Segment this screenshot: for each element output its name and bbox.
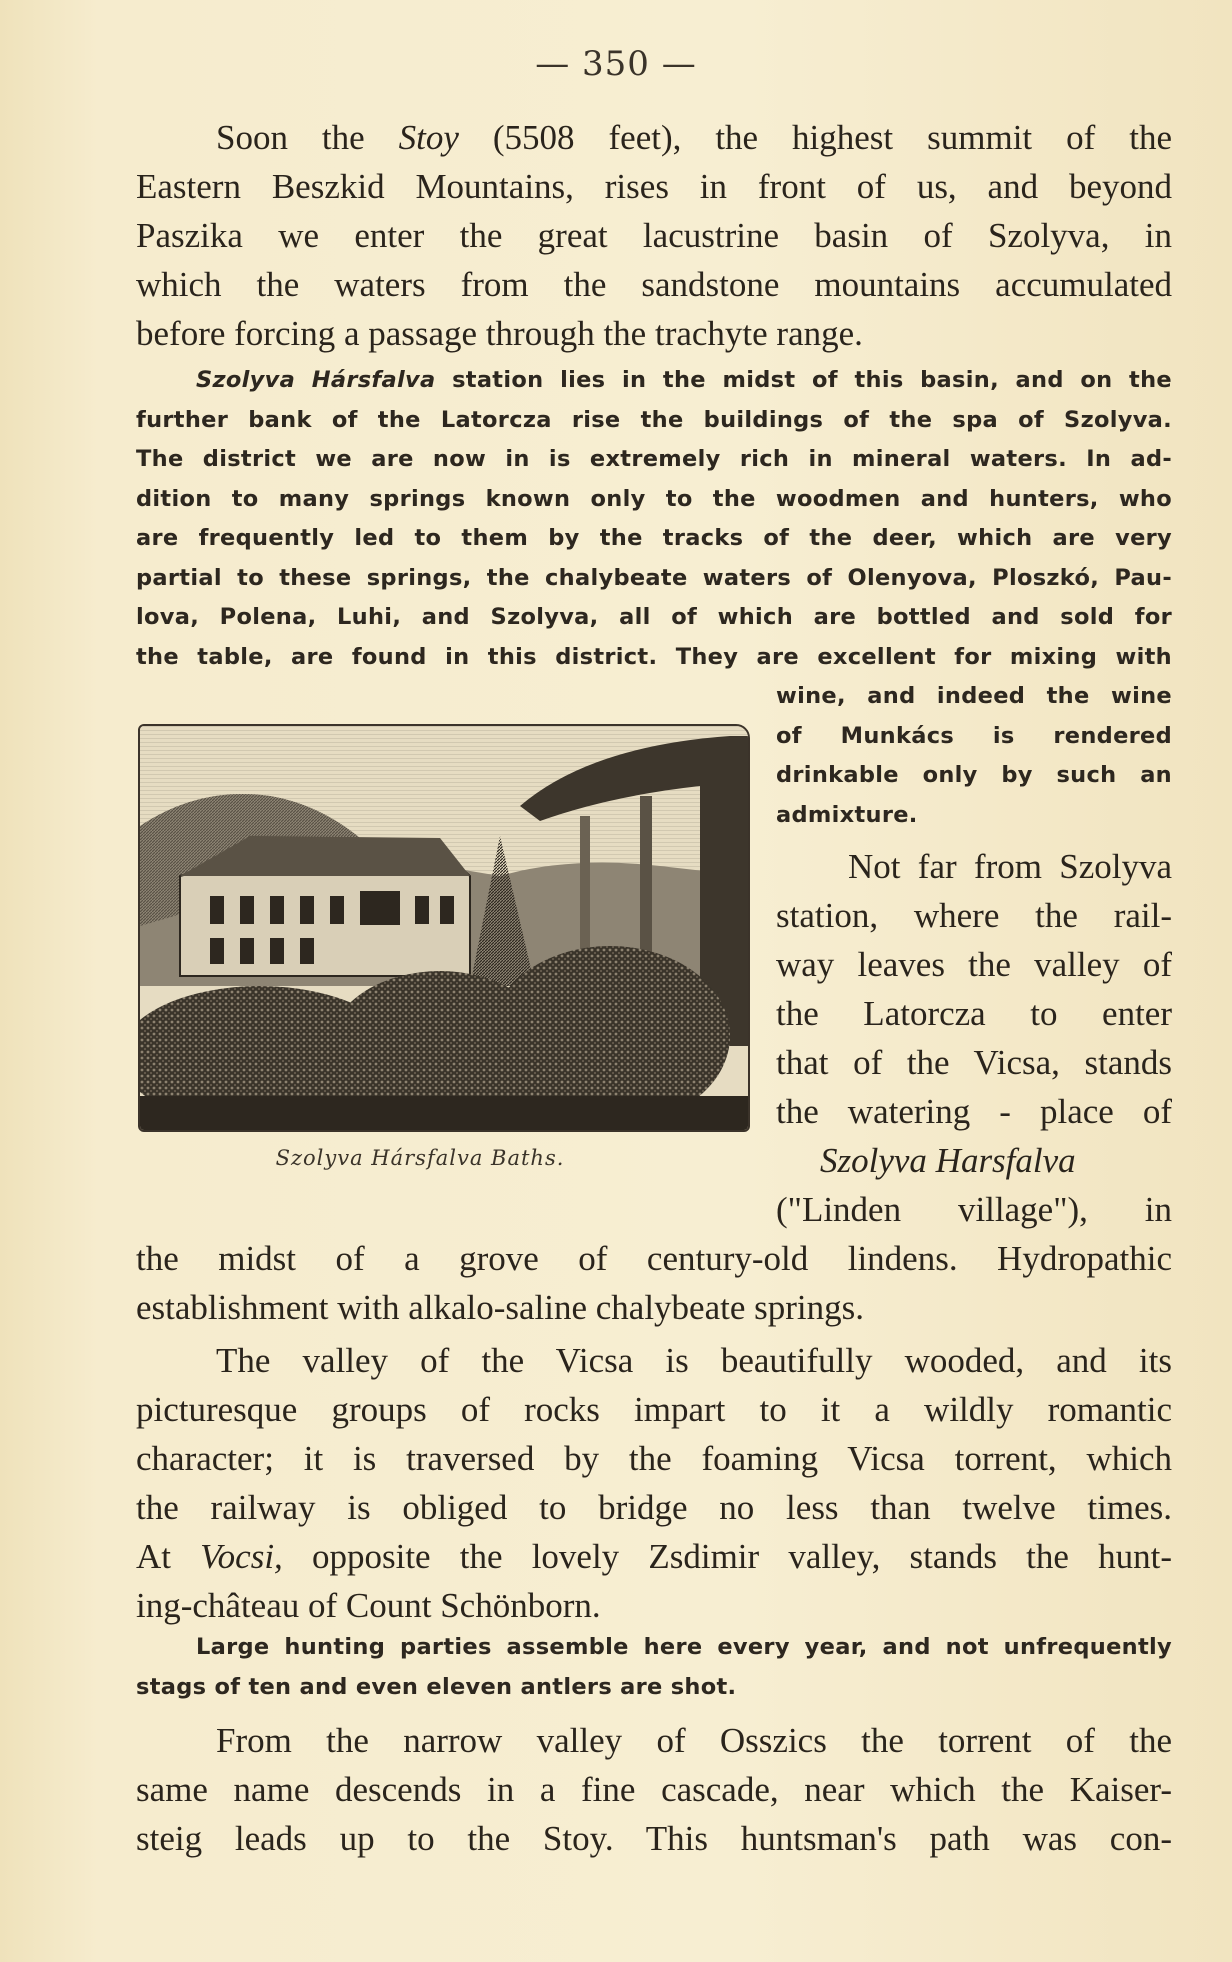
text-line: further bank of the Latorcza rise the buildings of the spa of Szolyva. bbox=[136, 406, 1172, 433]
text-line: Soon the Stoy (5508 feet), the highest summit of the bbox=[216, 118, 1172, 157]
text-line: Large hunting parties assemble here every year, and not unfrequently bbox=[196, 1634, 1172, 1660]
paragraph-harsfalva-continued bbox=[136, 1234, 1172, 1332]
text-line: The valley of the Vicsa is beautifully wooded, and its bbox=[216, 1341, 1172, 1380]
text-line: the watering - place of bbox=[776, 1092, 1172, 1131]
text-line: The district we are now in is extremely rich in mineral waters. In ad- bbox=[136, 446, 1172, 472]
text-line: Szolyva Harsfalva bbox=[820, 1141, 1076, 1180]
text-line: wine, and indeed the wine bbox=[776, 683, 1172, 709]
text-line: way leaves the valley of bbox=[776, 945, 1172, 984]
text-line: the midst of a grove of century-old lindens. Hydropathic bbox=[136, 1239, 1172, 1278]
text-line: of Munkács is rendered bbox=[776, 722, 1172, 749]
text-line: the railway is obliged to bridge no less than twelve times. bbox=[136, 1488, 1172, 1527]
text-line: the table, are found in this district. They are excellent for mixing with bbox=[136, 643, 1172, 670]
paragraph-harsfalva bbox=[776, 842, 1172, 1234]
page-number: — 350 — bbox=[535, 44, 697, 84]
text-line: that of the Vicsa, stands bbox=[776, 1043, 1172, 1082]
text-line: station, where the rail- bbox=[776, 896, 1172, 935]
text-line: Szolyva Hársfalva station lies in the midst of this basin, and on the bbox=[196, 367, 1172, 393]
paragraph-osszics bbox=[136, 1716, 1172, 1863]
text-line: stags of ten and even eleven antlers are shot. bbox=[136, 1673, 737, 1700]
text-line: same name descends in a fine cascade, near which the Kaiser- bbox=[136, 1770, 1172, 1809]
engraving-szolyva-baths bbox=[138, 724, 750, 1132]
text-line: Not far from Szolyva bbox=[848, 847, 1172, 886]
text-line: partial to these springs, the chalybeate waters of Olenyova, Ploszkó, Pau- bbox=[136, 564, 1172, 591]
text-line: ("Linden village"), in bbox=[776, 1190, 1172, 1229]
text-line: establishment with alkalo-saline chalybeate springs. bbox=[136, 1288, 864, 1327]
text-line: are frequently led to them by the tracks of the deer, which are very bbox=[136, 525, 1172, 551]
paragraph-mineral-waters-continued bbox=[776, 677, 1172, 835]
figure-caption: Szolyva Hársfalva Baths. bbox=[275, 1146, 565, 1170]
text-line: Paszika we enter the great lacustrine basin of Szolyva, in bbox=[136, 216, 1172, 255]
text-line: before forcing a passage through the trachyte range. bbox=[136, 314, 863, 353]
paragraph-vicsa-valley bbox=[136, 1336, 1172, 1630]
text-line: which the waters from the sandstone mountains accumulated bbox=[136, 265, 1172, 304]
text-line: lova, Polena, Luhi, and Szolyva, all of which are bottled and sold for bbox=[136, 604, 1172, 630]
text-line: admixture. bbox=[776, 801, 918, 828]
text-line: picturesque groups of rocks impart to it a wildly romantic bbox=[136, 1390, 1172, 1429]
text-line: steig leads up to the Stoy. This huntsman's path was con- bbox=[136, 1819, 1172, 1858]
paragraph-hunting bbox=[136, 1628, 1172, 1707]
text-line: From the narrow valley of Osszics the torrent of the bbox=[216, 1721, 1172, 1760]
paragraph-stoy bbox=[136, 113, 1172, 358]
paragraph-mineral-waters bbox=[136, 361, 1172, 677]
text-line: character; it is traversed by the foaming Vicsa torrent, which bbox=[136, 1439, 1172, 1478]
text-line: At Vocsi, opposite the lovely Zsdimir valley, stands the hunt- bbox=[136, 1537, 1172, 1576]
text-line: ing-château of Count Schönborn. bbox=[136, 1586, 601, 1625]
text-line: dition to many springs known only to the woodmen and hunters, who bbox=[136, 485, 1172, 512]
text-line: drinkable only by such an bbox=[776, 762, 1172, 788]
text-line: Eastern Beszkid Mountains, rises in front of us, and beyond bbox=[136, 167, 1172, 206]
text-line: the Latorcza to enter bbox=[776, 994, 1172, 1033]
